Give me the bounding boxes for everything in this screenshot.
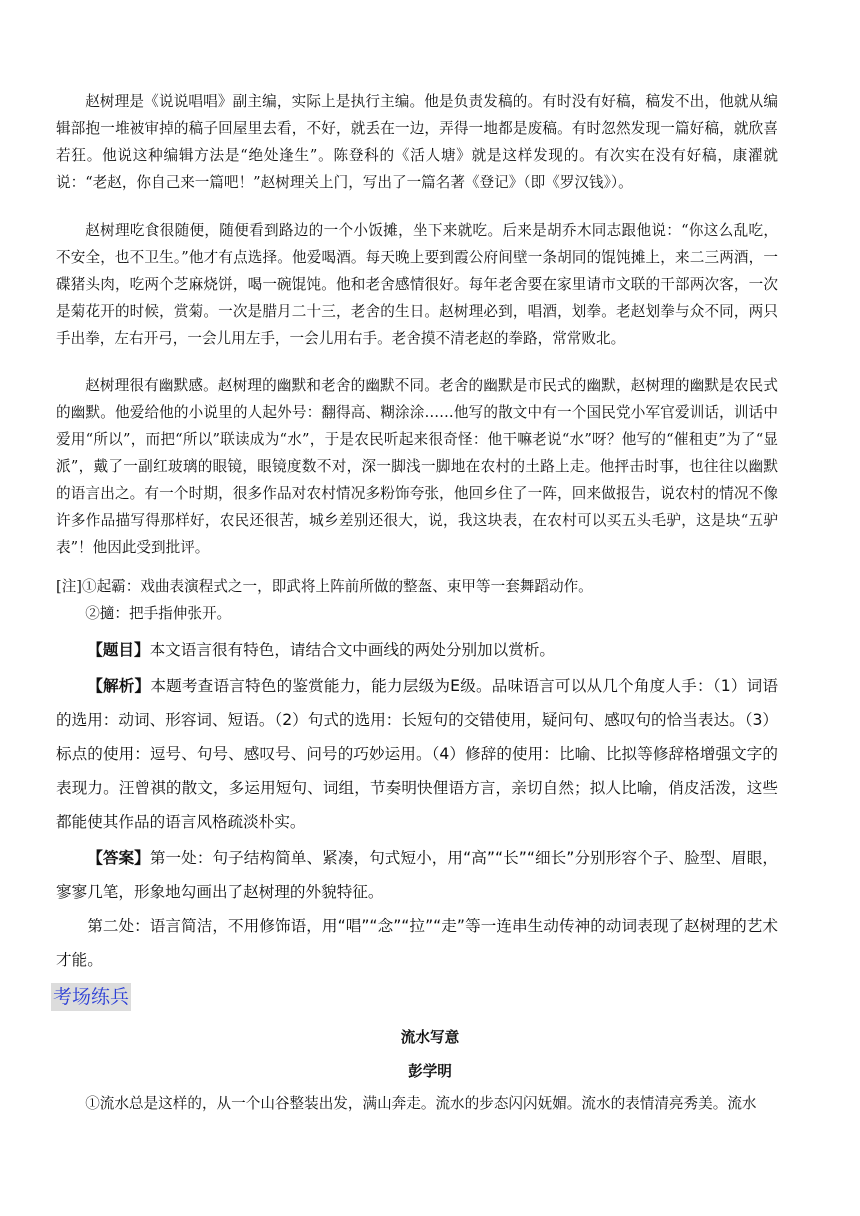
practice-author: 彭学明	[408, 1063, 452, 1080]
practice-title: 流水写意	[400, 1029, 460, 1046]
passage-paragraph-1: 赵树理是《说说唱唱》副主编，实际上是执行主编。他是负责发稿的。有时没有好稿，稿发不出，他就从编辑部抱一堆被审掉的稿子回屋里去看，不好，就丢在一边，弄得一地都是废稿。有时忽然发现一篇好稿，就欣喜若狂。他说这种编辑方法是“绝处逢生”。陈登科的《活人塘》就是这样发现的。有次实在没有好稿，康濯就说：“老赵，你自己来一篇吧！”赵树理关上门，写出了一篇名著《登记》（即《罗汉钱》）。	[56, 93, 778, 191]
passage-paragraph-2: 赵树理吃食很随便，随便看到路边的一个小饭摊，坐下来就吃。后来是胡乔木同志跟他说：“你这么乱吃，不安全，也不卫生。”他才有点选择。他爱喝酒。每天晚上要到霞公府间壁一条胡同的馄饨摊上，来二三两酒，一碟猪头肉，吃两个芝麻烧饼，喝一碗馄饨。他和老舍感情很好。每年老舍要在家里请市文联的干部两次客，一次是菊花开的时候，赏菊。一次是腊月二十三，老舍的生日。赵树理必到，唱酒，划拳。老赵划拳与众不同，两只手出拳，左右开弓，一会儿用左手，一会儿用右手。老舍摸不清老赵的拳路，常常败北。	[56, 222, 778, 347]
question-paragraph	[56, 633, 778, 667]
notes-block	[56, 573, 778, 627]
answer-second-paragraph: 第二处：语言简洁，不用修饰语，用“唱”“念”“拉”“走”等一连串生动传神的动词表现了赵树理的艺术才能。	[56, 917, 778, 969]
answer-label: 【答案】	[87, 849, 150, 867]
analysis-paragraph	[56, 669, 778, 839]
answer-paragraph	[56, 841, 778, 909]
passage-paragraph-3: 赵树理很有幽默感。赵树理的幽默和老舍的幽默不同。老舍的幽默是市民式的幽默，赵树理的幽默是农民式的幽默。他爱给他的小说里的人起外号：翻得高、糊涂涂……他写的散文中有一个国民党小军官爱训话，训话中爱用“所以”，而把“所以”联读成为“水”，于是农民听起来很奇怪：他干嘛老说“水”呀？他写的“催租吏”为了“显派”，戴了一副红玻璃的眼镜，眼镜度数不对，深一脚浅一脚地在农村的土路上走。他抨击时事，也往往以幽默的语言出之。有一个时期，很多作品对农村情况多粉饰夸张，他回乡住了一阵，回来做报告，说农村的情况不像许多作品描写得那样好，农民还很苦，城乡差别还很大，说，我这块表，在农村可以买五头毛驴，这是块“五驴表”！他因此受到批评。	[56, 377, 778, 556]
question-label: 【题目】	[87, 641, 150, 659]
answer-text: 第一处：句子结构简单、紧凑，句式短小，用“高”“长”“细长”分别形容个子、脸型、眉眼，寥寥几笔，形象地勾画出了赵树理的外貌特征。	[56, 849, 778, 901]
section-tag: 考场练兵	[51, 983, 131, 1011]
note-1: [注]①起霸：戏曲表演程式之一，即武将上阵前所做的整盔、束甲等一套舞蹈动作。	[56, 578, 593, 595]
question-text: 本文语言很有特色，请结合文中画线的两处分别加以赏析。	[149, 641, 556, 659]
analysis-text: 本题考查语言特色的鉴赏能力，能力层级为E级。品味语言可以从几个角度人手：（1）词语的选用：动词、形容词、短语。（2）句式的选用：长短句的交错使用，疑问句、感叹句的恰当表达。（3）标点的使用：逗号、句号、感叹号、问号的巧妙运用。（4）修辞的使用：比喻、比拟等修辞格增强文字的表现力。汪曾祺的散文，多运用短句、词组，节奏明快俚语方言，亲切自然；拟人比喻，俏皮活泼，这些都能使其作品的语言风格疏淡朴实。	[56, 677, 778, 831]
note-2: ②擿：把手指伸张开。	[85, 605, 232, 622]
practice-paragraph-1: ①流水总是这样的，从一个山谷整装出发，满山奔走。流水的步态闪闪妩媚。流水的表情清亮秀美。流水	[85, 1095, 757, 1112]
analysis-label: 【解析】	[87, 677, 151, 695]
